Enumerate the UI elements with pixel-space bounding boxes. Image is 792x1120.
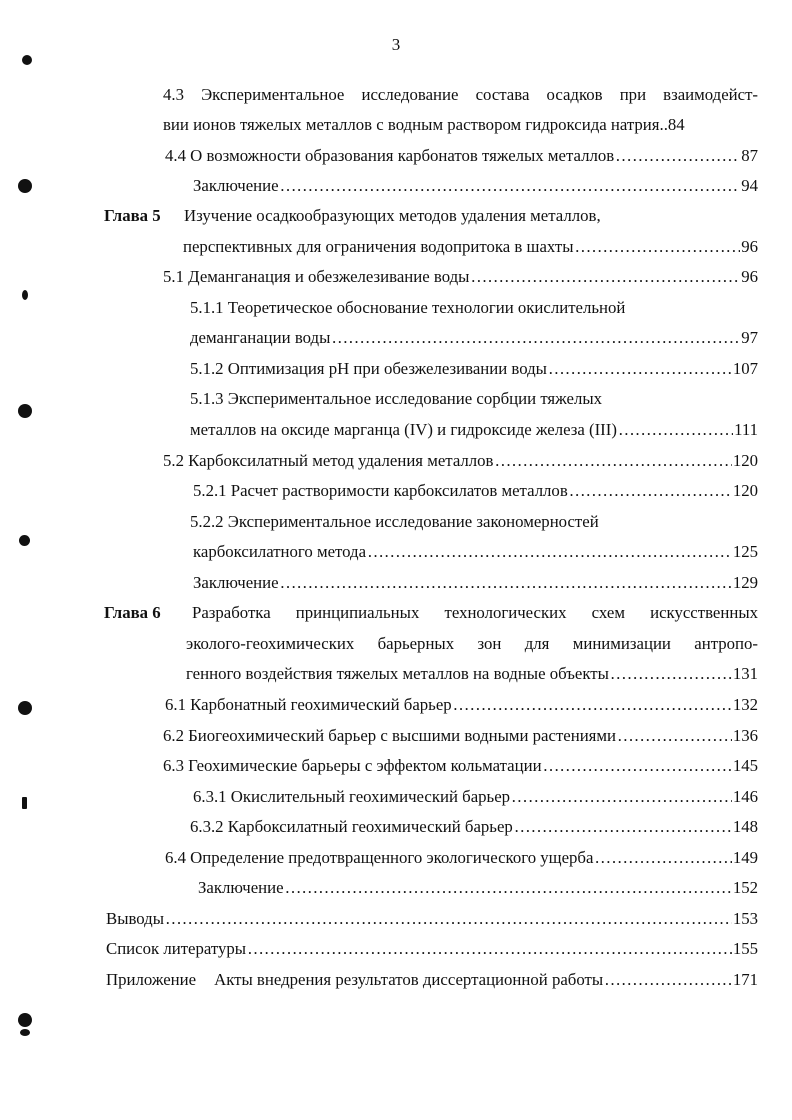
toc-page-ref: 96 [741, 237, 758, 256]
leader-dots [569, 476, 732, 506]
toc-text: Заключение [193, 573, 279, 592]
punch-hole-mark [20, 1029, 30, 1036]
toc-text: генного воздействия тяжелых металлов на водные объекты [186, 664, 609, 683]
leader-dots [548, 354, 732, 384]
toc-line-5-1-3-b [190, 415, 758, 445]
leader-dots [604, 965, 732, 995]
punch-hole-mark [22, 290, 28, 300]
leader-dots [247, 934, 732, 964]
punch-hole-mark [22, 797, 27, 809]
chapter-label: Глава 6 [104, 603, 161, 622]
toc-page-ref: 136 [732, 726, 758, 745]
toc-text: 6.1 Карбонатный геохимический барьер [165, 695, 452, 714]
toc-page-ref: 120 [732, 481, 758, 500]
toc-line-6-1 [165, 690, 758, 720]
leader-dots [280, 171, 741, 201]
leader-dots [615, 141, 740, 171]
toc-page-ref: 87 [741, 146, 758, 165]
toc-text: 5.2 Карбоксилатный метод удаления металлов [163, 451, 494, 470]
toc-line-6-4 [165, 843, 758, 873]
toc-page-ref: 152 [732, 878, 758, 897]
toc-page-ref: 129 [732, 573, 758, 592]
toc-line-6-2 [163, 721, 758, 751]
leader-dots [574, 232, 740, 262]
toc-line-6-3-1 [193, 782, 758, 812]
page-number: 3 [391, 35, 401, 54]
toc-line-conclusion-5 [193, 568, 758, 598]
leader-dots [470, 262, 740, 292]
toc-page-ref: 107 [732, 359, 758, 378]
toc-text: 6.2 Биогеохимический барьер с высшими водными растениями [163, 726, 617, 745]
toc-line-conclusion-6 [198, 873, 758, 903]
toc-text: 5.1.2 Оптимизация рН при обезжелезивании воды [190, 359, 547, 378]
toc-text: 6.3.1 Окислительный геохимический барьер [193, 787, 511, 806]
toc-text: Выводы [106, 909, 164, 928]
toc-text: Заключение [198, 878, 284, 897]
toc-line-5-1-1-b [190, 323, 758, 353]
toc-line-conclusion-4 [193, 171, 758, 201]
toc-page-ref: 125 [732, 542, 758, 561]
toc-page-ref: 145 [732, 756, 758, 775]
leader-dots [514, 812, 732, 842]
toc-page-ref: 153 [732, 909, 758, 928]
toc-page-ref: 131 [732, 664, 758, 683]
toc-page-ref: 132 [732, 695, 758, 714]
toc-page-ref: 149 [732, 848, 758, 867]
leader-dots [165, 904, 732, 934]
toc-text: деманганации воды [190, 328, 331, 347]
punch-hole-mark [18, 1013, 32, 1027]
toc-page-ref: 96 [741, 267, 758, 286]
toc-line-chapter-6-b: эколого-геохимических барьерных зон для минимизации антропо- [186, 634, 758, 653]
punch-hole-mark [18, 404, 32, 418]
toc-text: 6.3.2 Карбоксилатный геохимический барьер [190, 817, 513, 836]
toc-text: Заключение [193, 176, 279, 195]
toc-line-5-2-1 [193, 476, 758, 506]
toc-line-chapter-5-a [104, 201, 758, 231]
toc-line-chapter-6-c [186, 659, 758, 689]
toc-page-ref: 155 [732, 939, 758, 958]
toc-line-4-3-b [163, 110, 763, 140]
toc-text: Разработка принципиальных технологических схем искусственных [192, 603, 758, 622]
toc-page-ref: 148 [732, 817, 758, 836]
toc-line-6-3 [163, 751, 758, 781]
toc-page-ref: 94 [741, 176, 758, 195]
toc-line-6-3-2 [190, 812, 758, 842]
toc-line-5-2 [163, 446, 758, 476]
toc-line-5-2-2-a: 5.2.2 Экспериментальное исследование закономерностей [190, 512, 599, 531]
toc-line-references [106, 934, 758, 964]
toc-text: карбоксилатного метода [193, 542, 367, 561]
leader-dots [594, 843, 731, 873]
toc-line-5-1-1-a: 5.1.1 Теоретическое обоснование технологии окислительной [190, 298, 626, 317]
toc-text: Список литературы [106, 939, 247, 958]
toc-text: перспективных для ограничения водопритока в шахты [183, 237, 574, 256]
toc-text: 6.3 Геохимические барьеры с эффектом кольматации [163, 756, 542, 775]
chapter-label: Глава 5 [104, 206, 161, 225]
toc-line-chapter-5-b [183, 232, 758, 262]
leader-dots [494, 446, 731, 476]
toc-line-4-3-a: 4.3 Экспериментальное исследование состава осадков при взаимодейст- [163, 85, 758, 104]
toc-page-ref: 111 [734, 420, 758, 439]
toc-text: 5.1 Деманганация и обезжелезивание воды [163, 267, 470, 286]
toc-page-ref: 84 [667, 115, 685, 134]
leader-dots [617, 721, 732, 751]
leader-dots [453, 690, 732, 720]
toc-line-appendix [106, 965, 758, 995]
toc-line-conclusions [106, 904, 758, 934]
toc-text: Акты внедрения результатов диссертационной работы [214, 970, 604, 989]
appendix-label: Приложение [106, 970, 197, 989]
leader-dots [285, 873, 732, 903]
toc-text: 4.4 О возможности образования карбонатов тяжелых металлов [165, 146, 615, 165]
punch-hole-mark [22, 55, 32, 65]
toc-page-ref: 120 [732, 451, 758, 470]
toc-page-ref: 97 [741, 328, 758, 347]
leader-dots [280, 568, 732, 598]
toc-text: вии ионов тяжелых металлов с водным раствором гидроксида натрия.. [163, 115, 668, 134]
leader-dots [610, 659, 732, 689]
toc-line-5-2-2-b [193, 537, 758, 567]
toc-line-5-1-3-a: 5.1.3 Экспериментальное исследование сорбции тяжелых [190, 389, 603, 408]
punch-hole-mark [18, 701, 32, 715]
toc-line-5-1-2 [190, 354, 758, 384]
toc-text: Изучение осадкообразующих методов удаления металлов, [184, 206, 601, 225]
toc-page-ref: 146 [732, 787, 758, 806]
leader-dots [367, 537, 732, 567]
punch-hole-mark [19, 535, 30, 546]
leader-dots [618, 415, 733, 445]
toc-line-4-4 [165, 141, 758, 171]
toc-text: 5.2.1 Расчет растворимости карбоксилатов металлов [193, 481, 568, 500]
punch-hole-mark [18, 179, 32, 193]
leader-dots [511, 782, 732, 812]
toc-page-ref: 171 [732, 970, 758, 989]
leader-dots [331, 323, 740, 353]
leader-dots [543, 751, 732, 781]
toc-line-5-1 [163, 262, 758, 292]
toc-line-chapter-6-a [104, 598, 758, 628]
toc-text: 6.4 Определение предотвращенного экологического ущерба [165, 848, 594, 867]
toc-text: металлов на оксиде марганца (IV) и гидроксиде железа (III) [190, 420, 617, 439]
